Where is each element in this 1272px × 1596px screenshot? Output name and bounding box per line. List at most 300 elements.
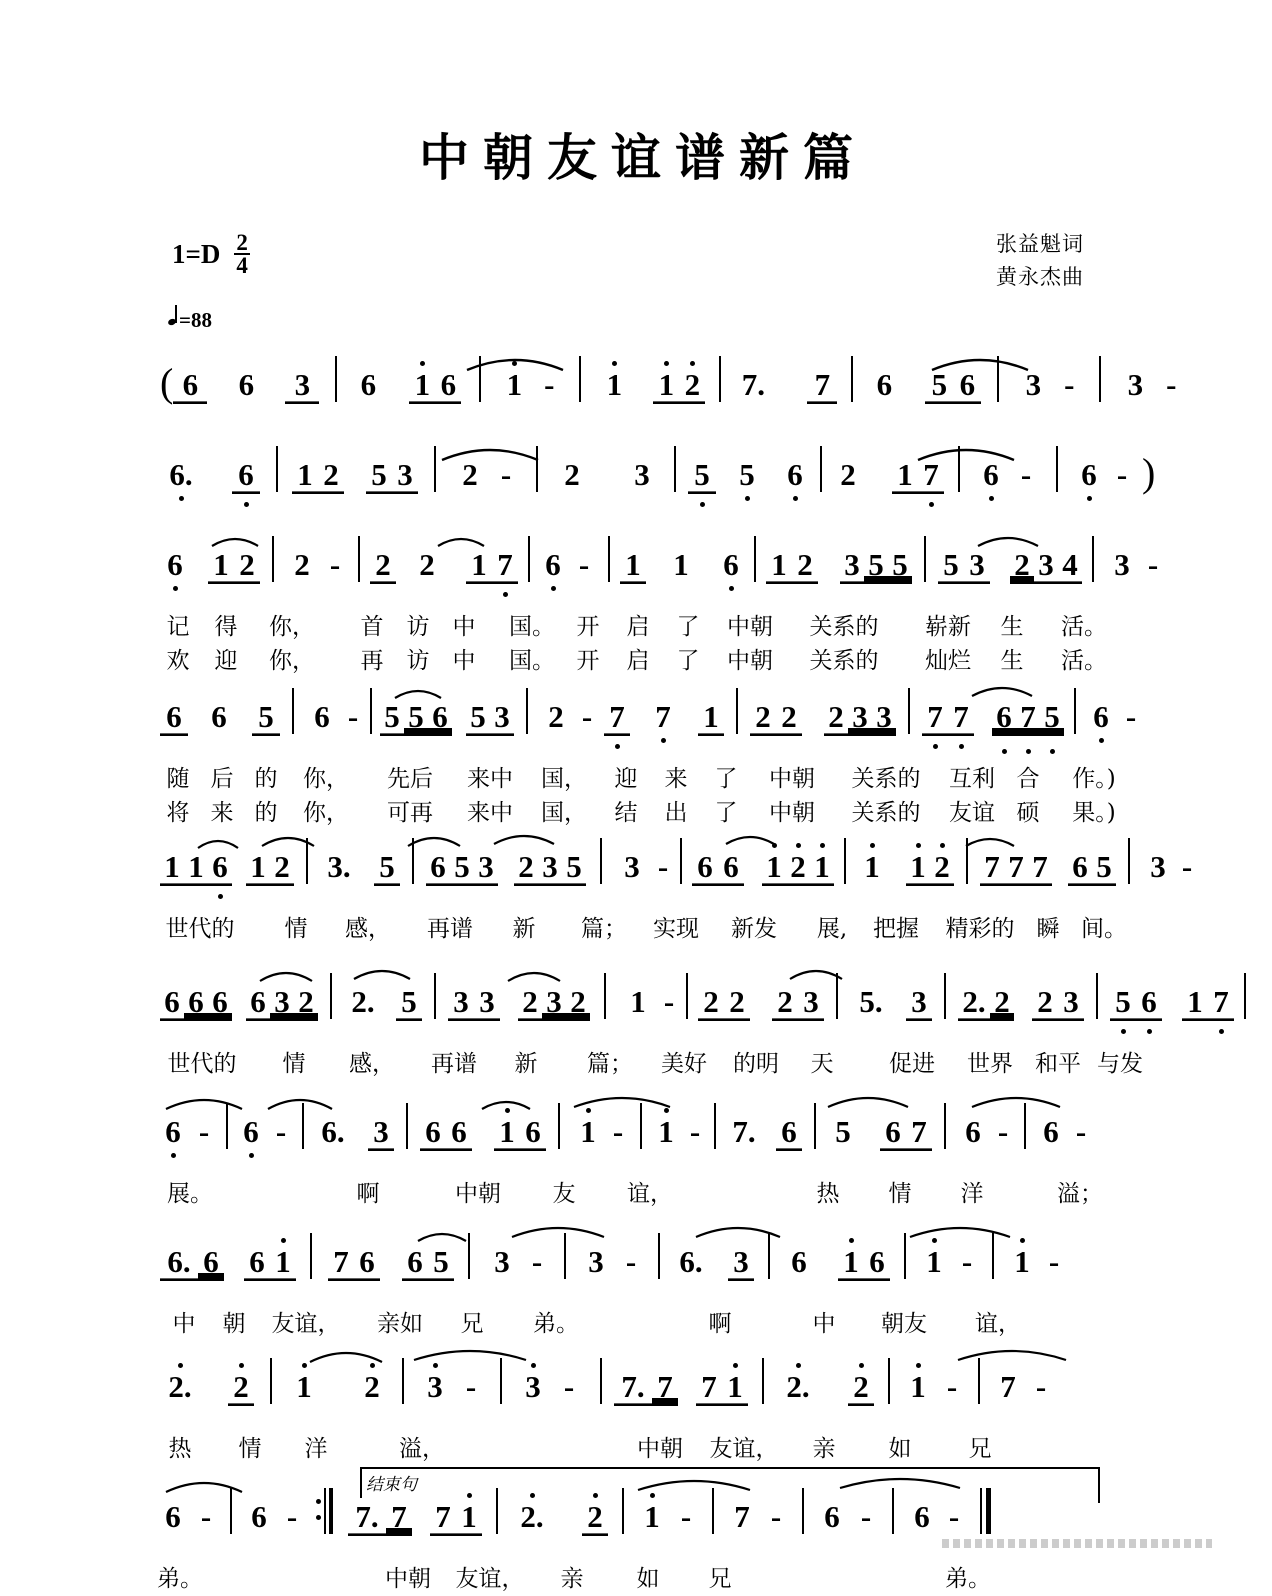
sustain-dash: - xyxy=(946,1369,958,1404)
note: 1 xyxy=(208,546,234,584)
lyric-syllable: 与发 xyxy=(1097,1051,1143,1077)
note: 1 xyxy=(892,456,918,494)
lyric-syllable: 篇； xyxy=(587,1051,633,1077)
note: 1 xyxy=(653,366,679,404)
key-signature: 1=D xyxy=(172,238,221,269)
barline xyxy=(370,688,372,734)
note: 5 xyxy=(396,983,422,1021)
sustain-dash: - xyxy=(531,1244,543,1279)
note: 1 xyxy=(810,848,834,886)
lyric-syllable: 访 xyxy=(406,648,430,674)
barline xyxy=(714,1103,716,1149)
barline xyxy=(712,1488,714,1534)
lyric-syllable: 生 xyxy=(1000,648,1024,674)
sustain-dash: - xyxy=(1064,367,1075,402)
note: 5 xyxy=(925,366,953,404)
lyric-syllable: 互利 xyxy=(949,766,995,792)
sustain-dash: - xyxy=(563,1369,575,1404)
barline xyxy=(500,1358,502,1404)
barline xyxy=(1244,973,1246,1019)
note: 7 xyxy=(1016,698,1040,736)
barline xyxy=(768,1233,770,1279)
sustain-dash: - xyxy=(581,699,593,734)
note: 3 xyxy=(270,983,294,1021)
sustain-dash: - xyxy=(1125,699,1137,734)
note: 7 xyxy=(948,698,974,736)
barline xyxy=(302,1103,304,1149)
lyric-syllable: 情 xyxy=(284,916,308,942)
note: 3 xyxy=(474,983,500,1021)
lyric-syllable: 关系的 xyxy=(809,648,879,674)
sustain-dash: - xyxy=(948,1499,960,1534)
note: 7 xyxy=(922,698,948,736)
note: 1 xyxy=(698,698,724,736)
note: 7 xyxy=(430,1498,456,1536)
sustain-dash: - xyxy=(1116,457,1128,492)
note: 6 xyxy=(165,1499,181,1534)
barline xyxy=(1092,536,1094,582)
note: 1 xyxy=(292,1368,316,1406)
sustain-dash: - xyxy=(1147,547,1159,582)
note: 3 xyxy=(422,1368,448,1406)
barline xyxy=(944,1103,946,1149)
note: 2 xyxy=(840,457,856,492)
note: 7 xyxy=(1000,1369,1016,1404)
note: 2. xyxy=(778,1368,818,1406)
note: 2 xyxy=(582,1498,608,1536)
lyric-syllable: 热 xyxy=(168,1436,192,1462)
note: 7 xyxy=(1004,848,1028,886)
sustain-dash: - xyxy=(286,1499,298,1534)
lyric-syllable: 弟。 xyxy=(533,1311,579,1337)
barline xyxy=(270,1358,272,1404)
note: 6 xyxy=(446,1113,472,1151)
barline xyxy=(736,688,738,734)
note: 6 xyxy=(354,1243,380,1281)
note: 2 xyxy=(679,366,705,404)
barline xyxy=(434,446,436,492)
note: 3 xyxy=(494,1244,510,1279)
barline xyxy=(564,1233,566,1279)
lyric-syllable: 出 xyxy=(664,800,688,826)
barline xyxy=(468,1233,470,1279)
note: 3 xyxy=(634,457,650,492)
note: 3 xyxy=(538,848,562,886)
lyric-syllable: 中 xyxy=(452,614,476,640)
lyric-syllable: 啊 xyxy=(708,1311,732,1337)
meter-denominator: 4 xyxy=(236,253,248,279)
note: 5 xyxy=(374,848,400,886)
sustain-dash: - xyxy=(689,1114,701,1149)
lyric-syllable: 谊， xyxy=(975,1311,1021,1337)
lyric-syllable: 朝 xyxy=(222,1311,246,1337)
barline xyxy=(658,1233,660,1279)
lyric-syllable: 中朝 xyxy=(727,614,773,640)
note: 5 xyxy=(450,848,474,886)
note: 2 xyxy=(786,848,810,886)
note: 6. xyxy=(160,456,202,494)
barline xyxy=(604,973,606,1019)
note: 3 xyxy=(728,1243,754,1281)
sustain-dash: - xyxy=(1075,1114,1087,1149)
barline xyxy=(754,536,756,582)
lyric-syllable: 如 xyxy=(888,1436,912,1462)
note: 3 xyxy=(872,698,896,736)
lyric-syllable: 的 xyxy=(254,800,278,826)
barline xyxy=(686,973,688,1019)
barline xyxy=(358,536,360,582)
note: 2 xyxy=(1032,983,1058,1021)
prelude-close-paren: ) xyxy=(1142,450,1156,495)
barline xyxy=(958,446,960,492)
note: 6 xyxy=(1136,983,1162,1021)
note: 5 xyxy=(835,1114,851,1149)
note: 6 xyxy=(824,1499,840,1534)
barline xyxy=(966,838,968,884)
barline xyxy=(310,1233,312,1279)
barline xyxy=(836,973,838,1019)
barline xyxy=(526,688,528,734)
sustain-dash: - xyxy=(200,1499,212,1534)
note: 6 xyxy=(1068,848,1092,886)
barline xyxy=(904,1233,906,1279)
system-6 xyxy=(160,975,1229,1079)
lyric-syllable: 关系的 xyxy=(809,614,879,640)
system-4-notes xyxy=(160,690,1137,752)
barline xyxy=(230,1488,232,1534)
lyric-syllable: 活。 xyxy=(1061,614,1107,640)
sustain-dash: - xyxy=(1035,1369,1047,1404)
note: 3 xyxy=(474,848,498,886)
note: 1 xyxy=(1182,983,1208,1021)
barline xyxy=(226,1103,228,1149)
note: 7 xyxy=(328,1243,354,1281)
sustain-dash: - xyxy=(1048,1244,1060,1279)
note: 1 xyxy=(766,546,792,584)
note: 2 xyxy=(824,698,848,736)
lyric-syllable: 世代的 xyxy=(167,1051,237,1077)
note: 1 xyxy=(906,848,930,886)
lyric-syllable: 情 xyxy=(888,1181,912,1207)
lyric-syllable: 记 xyxy=(166,614,190,640)
note: 3 xyxy=(520,1368,546,1406)
barline xyxy=(997,356,999,402)
lyric-syllable: 再谱 xyxy=(427,916,473,942)
lyric-syllable: 欢 xyxy=(166,648,190,674)
note: 2 xyxy=(564,457,580,492)
note: 6 xyxy=(965,1114,981,1149)
lyric-syllable: 活。 xyxy=(1061,648,1107,674)
time-signature xyxy=(234,230,250,279)
barline xyxy=(292,688,294,734)
note: 1 xyxy=(722,1368,748,1406)
barline xyxy=(802,1488,804,1534)
note: 3 xyxy=(1150,849,1166,884)
barline xyxy=(851,356,853,402)
barline xyxy=(306,838,308,884)
barline xyxy=(622,1488,624,1534)
sustain-dash: - xyxy=(770,1499,782,1534)
note: 1 xyxy=(1010,1243,1034,1281)
note: 6 xyxy=(244,1243,270,1281)
barline xyxy=(978,1358,980,1404)
note: 7 xyxy=(604,698,630,736)
lyric-syllable: 实现 xyxy=(653,916,699,942)
lyric-syllable: 展。 xyxy=(167,1181,213,1207)
lyric-syllable: 促进 xyxy=(889,1051,935,1077)
tempo-value: =88 xyxy=(179,308,212,332)
note: 1 xyxy=(456,1498,482,1536)
barline xyxy=(536,446,538,492)
lyric-syllable: 了 xyxy=(714,800,738,826)
lyric-syllable: 亲 xyxy=(560,1566,584,1592)
note: 1 xyxy=(620,546,646,584)
system-6-notes xyxy=(160,975,1229,1037)
note: 5 xyxy=(688,456,716,494)
barline xyxy=(814,1103,816,1149)
barline xyxy=(820,446,822,492)
scan-watermark xyxy=(942,1539,1212,1548)
lyric-syllable: 后 xyxy=(210,766,234,792)
note: 6 xyxy=(428,698,452,736)
note: 6 xyxy=(198,1243,224,1281)
lyric-syllable: 国。 xyxy=(509,648,555,674)
repeat-sign xyxy=(316,1488,334,1534)
lyric-syllable: 灿烂 xyxy=(925,648,971,674)
lyric-line xyxy=(160,1430,1100,1464)
note: 2 xyxy=(270,848,294,886)
lyric-syllable: 新 xyxy=(514,1051,538,1077)
lyric-syllable: 新发 xyxy=(731,916,777,942)
system-8 xyxy=(160,1235,1100,1339)
meter-numerator: 2 xyxy=(236,230,248,255)
note: 5 xyxy=(938,546,964,584)
barline xyxy=(924,536,926,582)
sustain-dash: - xyxy=(663,984,675,1019)
note: 6 xyxy=(1076,456,1102,494)
note: 2 xyxy=(1010,546,1034,584)
barline xyxy=(276,446,278,492)
lyric-line-verse2 xyxy=(160,794,1116,828)
lyric-syllable: 中朝 xyxy=(769,766,815,792)
sustain-dash: - xyxy=(997,1114,1009,1149)
note: 3 xyxy=(964,546,990,584)
note: 6. xyxy=(321,1114,345,1149)
lyric-syllable: 启 xyxy=(626,614,650,640)
note: 1 xyxy=(466,546,492,584)
note: 6 xyxy=(208,848,232,886)
note: 3 xyxy=(840,546,864,584)
note: 7 xyxy=(1208,983,1234,1021)
lyric-syllable: 溢， xyxy=(399,1436,445,1462)
composer: 黄永杰曲 xyxy=(996,264,1084,289)
lyric-syllable: 合 xyxy=(1016,766,1040,792)
coda-label: 结束句 xyxy=(360,1467,423,1498)
note: 6. xyxy=(679,1244,703,1279)
note: 1 xyxy=(860,848,884,886)
note: 6 xyxy=(208,983,232,1021)
note: 6 xyxy=(173,366,207,404)
barline xyxy=(600,1358,602,1404)
barline xyxy=(640,1103,642,1149)
barline xyxy=(335,356,337,402)
note: 6 xyxy=(251,1499,267,1534)
note: 2 xyxy=(318,456,344,494)
sustain-dash: - xyxy=(1166,367,1177,402)
barline xyxy=(1128,838,1130,884)
lyric-syllable: 你， xyxy=(269,648,315,674)
credits xyxy=(996,228,1084,293)
note: 3 xyxy=(1127,367,1144,402)
note: 5 xyxy=(252,698,280,736)
lyric-syllable: 你， xyxy=(303,800,349,826)
note: 6 xyxy=(160,1113,186,1151)
lyric-syllable: 新 xyxy=(512,916,536,942)
note: 1 xyxy=(184,848,208,886)
lyric-syllable: 亲 xyxy=(812,1436,836,1462)
barline xyxy=(496,1488,498,1534)
note: 7. xyxy=(732,1114,756,1149)
sustain-dash: - xyxy=(1181,849,1193,884)
lyric-syllable: 硕 xyxy=(1016,800,1040,826)
note: 7 xyxy=(492,546,518,584)
lyric-syllable: 来中 xyxy=(467,766,513,792)
note: 5 xyxy=(888,546,912,584)
lyric-syllable: 国。 xyxy=(509,614,555,640)
lyric-syllable: 中 xyxy=(452,648,476,674)
note: 6 xyxy=(1043,1114,1059,1149)
note: 5 xyxy=(734,456,760,494)
lyric-syllable: 洋 xyxy=(304,1436,328,1462)
lyric-line-verse2 xyxy=(160,642,1107,676)
note: 5 xyxy=(404,698,428,736)
note: 6 xyxy=(776,1113,802,1151)
note: 2 xyxy=(724,983,750,1021)
note: 1 xyxy=(292,456,318,494)
lyric-syllable: 中 xyxy=(172,1311,196,1337)
coda-bracket-top xyxy=(360,1467,1100,1469)
note: 6 xyxy=(791,1244,807,1279)
barline xyxy=(888,1358,890,1404)
note: 6. xyxy=(160,1243,198,1281)
lyric-syllable: 了 xyxy=(676,648,700,674)
note: 5 xyxy=(562,848,586,886)
note: 6 xyxy=(211,699,227,734)
lyric-syllable: 随 xyxy=(166,766,190,792)
note: 2 xyxy=(419,547,435,582)
note: 1 xyxy=(922,1243,946,1281)
note: 1 xyxy=(160,848,184,886)
lyric-syllable: 中朝 xyxy=(727,648,773,674)
lyric-syllable: 了 xyxy=(676,614,700,640)
note: 3 xyxy=(1034,546,1058,584)
lyric-line-verse1 xyxy=(160,608,1107,642)
note: 3 xyxy=(1058,983,1084,1021)
lyric-syllable: 展, xyxy=(816,916,848,942)
barline xyxy=(330,973,332,1019)
system-8-notes xyxy=(160,1235,1100,1297)
lyric-syllable: 开 xyxy=(576,648,600,674)
lyric-syllable: 友谊， xyxy=(455,1566,525,1592)
lyric-syllable: 关系的 xyxy=(851,800,921,826)
note: 3 xyxy=(798,983,824,1021)
lyric-syllable: 崭新 xyxy=(925,614,971,640)
final-barline xyxy=(980,1488,992,1534)
barline xyxy=(1056,446,1058,492)
note: 4 xyxy=(1058,546,1082,584)
note: 1 xyxy=(640,1498,664,1536)
note: 5 xyxy=(466,698,490,736)
barline xyxy=(1096,973,1098,1019)
note: 2 xyxy=(698,983,724,1021)
lyricist: 张益魁词 xyxy=(996,232,1084,256)
lyric-syllable: 中朝 xyxy=(637,1436,683,1462)
lyric-syllable: 了 xyxy=(714,766,738,792)
note: 3 xyxy=(392,456,418,494)
sustain-dash: - xyxy=(347,699,359,734)
barline xyxy=(719,356,721,402)
barline xyxy=(406,1103,408,1149)
barline xyxy=(528,536,530,582)
note: 6 xyxy=(160,546,190,584)
note: 3 xyxy=(1114,547,1130,582)
lyric-syllable: 兄 xyxy=(968,1436,992,1462)
note: 1 xyxy=(494,1113,520,1151)
system-4 xyxy=(160,690,1137,828)
lyric-syllable: 弟。 xyxy=(945,1566,991,1592)
system-1 xyxy=(160,358,1177,414)
note: 1 xyxy=(838,1243,864,1281)
barline xyxy=(1074,688,1076,734)
note: 2 xyxy=(294,983,318,1021)
note: 6 xyxy=(314,699,330,734)
lyric-syllable: 精彩的 xyxy=(945,916,1015,942)
lyric-syllable: 生 xyxy=(1000,614,1024,640)
lyric-syllable: 启 xyxy=(626,648,650,674)
note: 2 xyxy=(930,848,954,886)
barline xyxy=(412,838,414,884)
system-2 xyxy=(160,448,1156,504)
system-7-notes xyxy=(160,1105,1100,1167)
note: 5 xyxy=(864,546,888,584)
note: 6 xyxy=(1088,698,1114,736)
note: 2 xyxy=(370,546,396,584)
note: 6 xyxy=(184,983,208,1021)
lyric-syllable: 迎 xyxy=(214,648,238,674)
lyric-syllable: 溢； xyxy=(1057,1181,1103,1207)
note: 6 xyxy=(978,456,1004,494)
note: 2 xyxy=(234,546,260,584)
barline xyxy=(434,973,436,1019)
lyric-syllable: 来 xyxy=(210,800,234,826)
lyric-syllable: 中朝 xyxy=(455,1181,501,1207)
note: 3 xyxy=(285,366,319,404)
lyric-syllable: 篇； xyxy=(581,916,627,942)
note: 3 xyxy=(848,698,872,736)
note: 2 xyxy=(750,698,776,736)
note: 1 xyxy=(906,1368,930,1406)
note: 2. xyxy=(958,983,990,1021)
note: 6 xyxy=(914,1499,930,1534)
lyric-syllable: 国， xyxy=(541,800,587,826)
sustain-dash: - xyxy=(198,1114,210,1149)
lyric-syllable: 果。) xyxy=(1072,800,1116,826)
lyric-syllable: 弟。 xyxy=(157,1566,203,1592)
note: 6 xyxy=(880,1113,906,1151)
key-and-meter xyxy=(172,230,250,279)
note: 6 xyxy=(246,983,270,1021)
note: 5 xyxy=(1110,983,1136,1021)
